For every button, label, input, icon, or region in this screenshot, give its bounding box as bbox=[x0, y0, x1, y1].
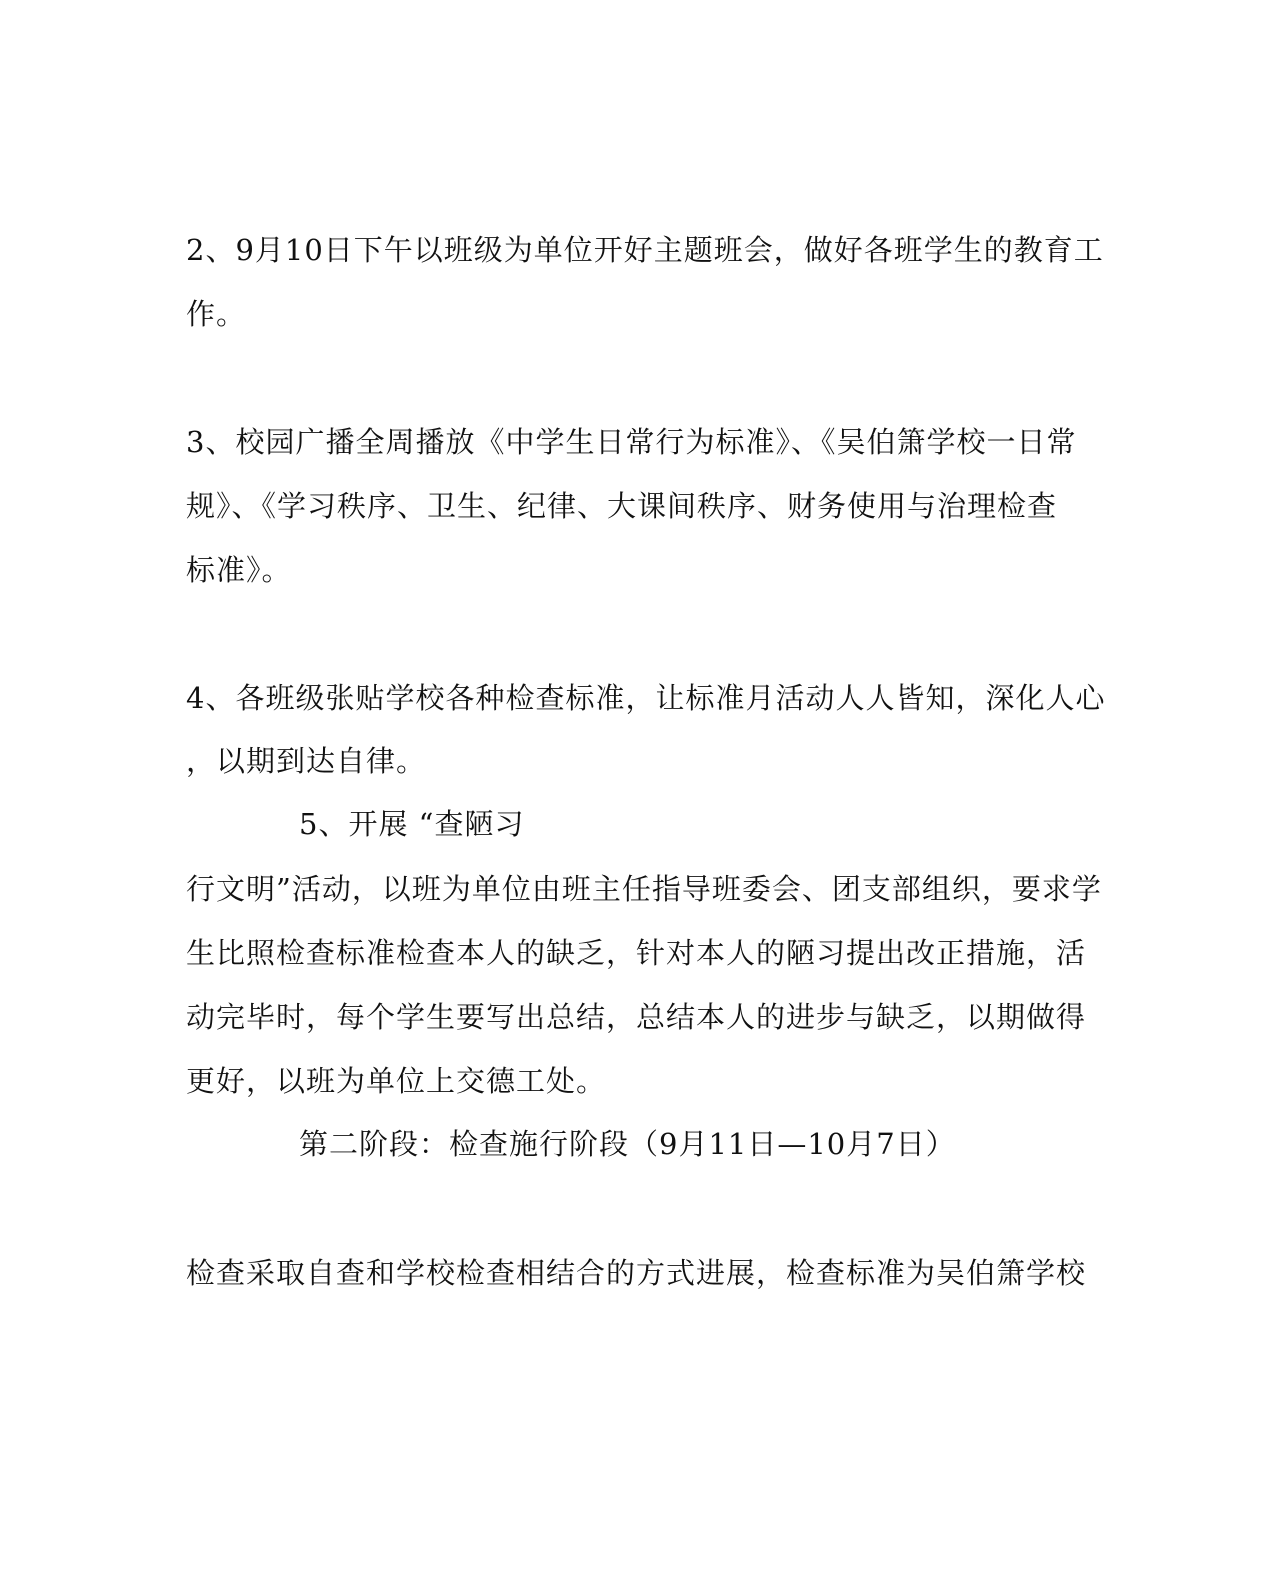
paragraph-5-line-4: 动完毕时，每个学生要写出总结，总结本人的进步与缺乏，以期做得 bbox=[186, 1000, 1087, 1034]
paragraph-3-line-3: 标准》。 bbox=[186, 553, 292, 587]
paragraph-5-line-5: 更好，以班为单位上交德工处。 bbox=[186, 1064, 607, 1098]
section-heading-stage-2: 第二阶段：检查施行阶段（9月11日—10月7日） bbox=[299, 1127, 956, 1161]
paragraph-5-line-3: 生比照检查标准检查本人的缺乏，针对本人的陋习提出改正措施，活 bbox=[186, 936, 1087, 970]
paragraph-5-line-2: 行文明”活动，以班为单位由班主任指导班委会、团支部组织，要求学 bbox=[186, 872, 1102, 906]
paragraph-3-line-1: 3、校园广播全周播放《中学生日常行为标准》、《吴伯箫学校一日常 bbox=[186, 425, 1077, 459]
paragraph-3-line-2: 规》、《学习秩序、卫生、纪律、大课间秩序、财务使用与治理检查 bbox=[186, 489, 1058, 523]
paragraph-2-line-1: 2、9月10日下午以班级为单位开好主题班会，做好各班学生的教育工 bbox=[186, 233, 1104, 267]
paragraph-5-line-1: 5、开展 “查陋习 bbox=[299, 807, 525, 841]
paragraph-4-line-1: 4、各班级张贴学校各种检查标准，让标准月活动人人皆知，深化人心 bbox=[186, 681, 1106, 715]
paragraph-2-line-2: 作。 bbox=[186, 297, 247, 331]
paragraph-4-line-2: ，以期到达自律。 bbox=[186, 744, 427, 778]
paragraph-6-line-1: 检查采取自查和学校检查相结合的方式进展，检查标准为吴伯箫学校 bbox=[186, 1256, 1087, 1290]
